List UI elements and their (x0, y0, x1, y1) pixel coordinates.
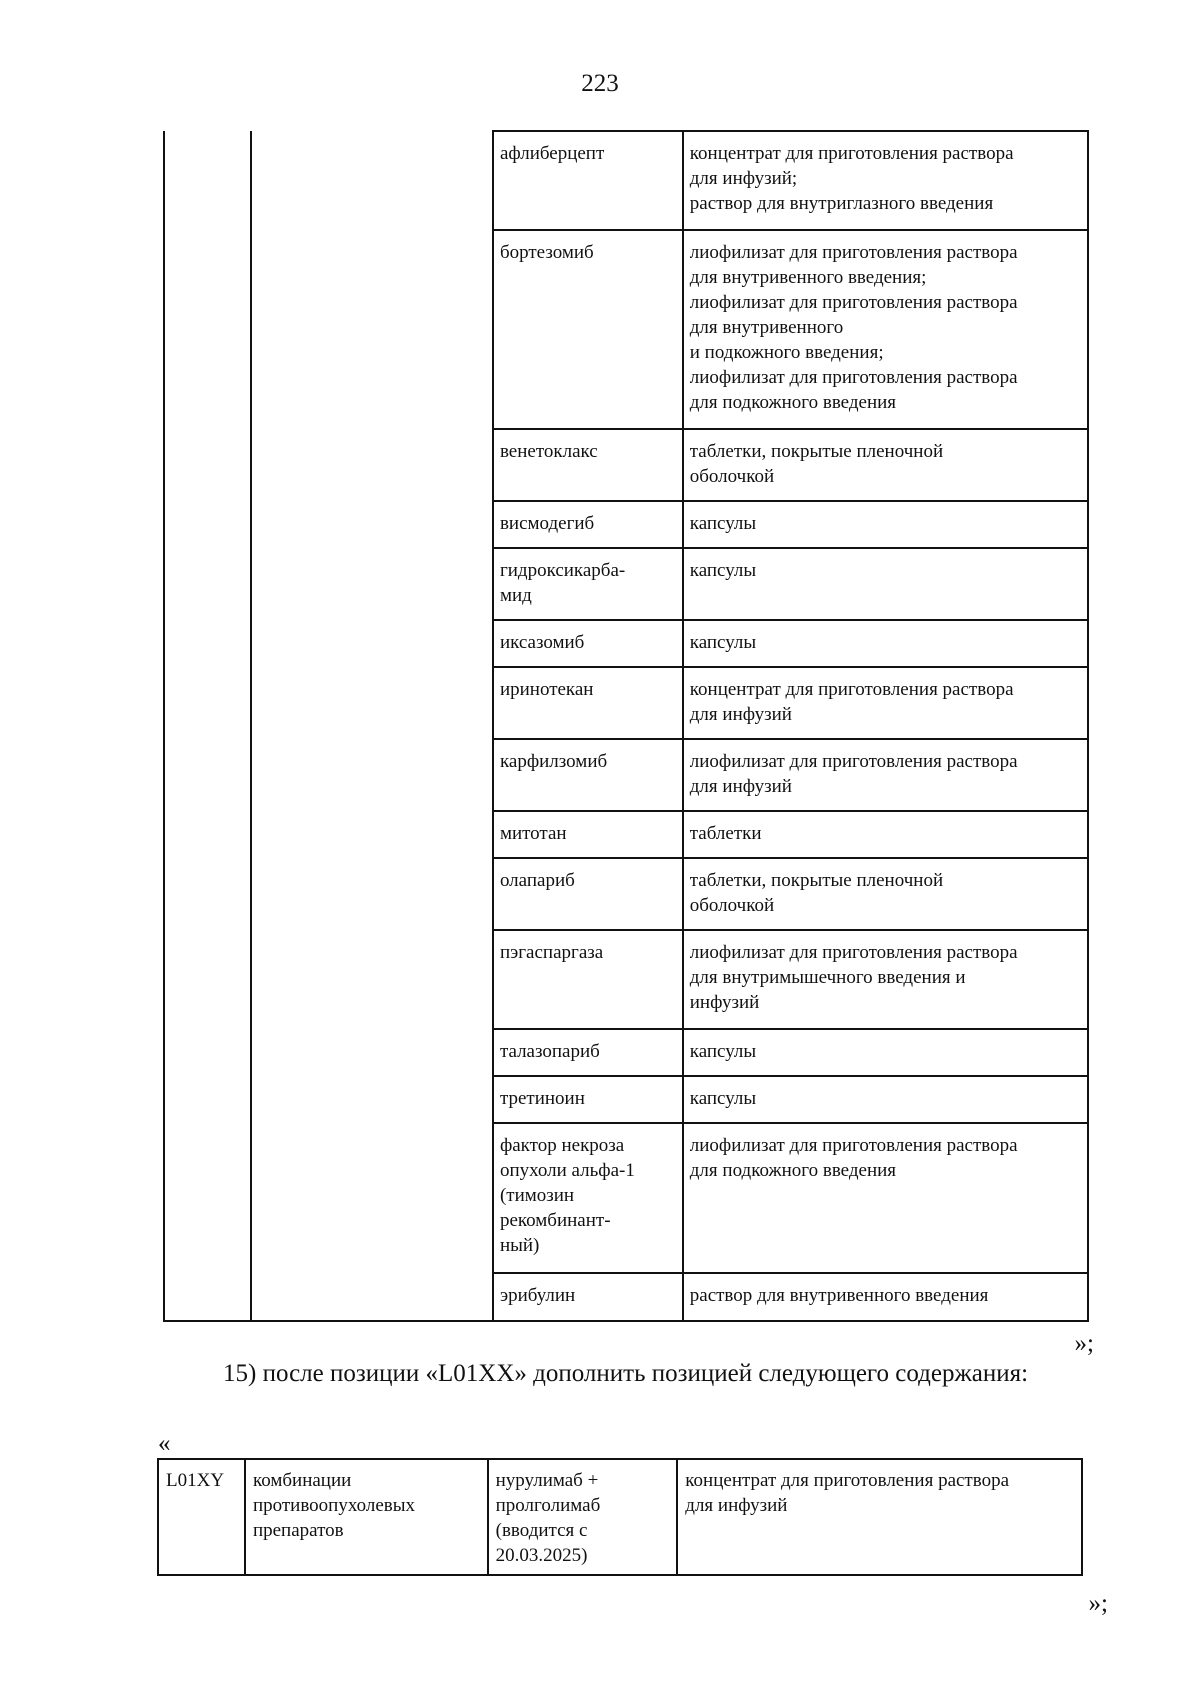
drug-cell: висмодегиб (493, 501, 683, 548)
empty-group-cell (251, 858, 493, 930)
table-row (164, 1076, 1088, 1123)
empty-group-cell (251, 811, 493, 858)
form-cell: капсулы (683, 501, 1088, 548)
drug-cell: митотан (493, 811, 683, 858)
drug-cell: олапариб (493, 858, 683, 930)
form-cell: капсулы (683, 1076, 1088, 1123)
amendment-paragraph (163, 1357, 1111, 1391)
table-row (164, 1273, 1088, 1321)
form-cell: концентрат для приготовления раствора для инфузий (677, 1459, 1082, 1575)
closing-quote: »; (1088, 1590, 1108, 1617)
table-row (164, 429, 1088, 501)
drug-table (163, 130, 1089, 1322)
form-cell: раствор для внутривенного введения (683, 1273, 1088, 1321)
table-row (158, 1459, 1082, 1575)
drug-cell: талазопариб (493, 1029, 683, 1076)
empty-code-cell (164, 667, 251, 739)
empty-group-cell (251, 1076, 493, 1123)
form-cell: таблетки, покрытые пленочной оболочкой (683, 858, 1088, 930)
table-row (164, 739, 1088, 811)
closing-quote: »; (1074, 1330, 1094, 1357)
empty-code-cell (164, 501, 251, 548)
drug-cell: иринотекан (493, 667, 683, 739)
table-row (164, 667, 1088, 739)
group-cell: комбинации противоопухолевых препаратов (245, 1459, 488, 1575)
table-row (164, 230, 1088, 429)
form-cell: таблетки, покрытые пленочной оболочкой (683, 429, 1088, 501)
form-cell: капсулы (683, 620, 1088, 667)
empty-group-cell (251, 131, 493, 230)
form-cell: капсулы (683, 548, 1088, 620)
table-row (164, 1123, 1088, 1273)
drug-cell: пэгаспаргаза (493, 930, 683, 1029)
table-row (164, 930, 1088, 1029)
empty-code-cell (164, 739, 251, 811)
drug-cell: иксазомиб (493, 620, 683, 667)
empty-code-cell (164, 620, 251, 667)
table-row (164, 1029, 1088, 1076)
form-cell: таблетки (683, 811, 1088, 858)
empty-code-cell (164, 548, 251, 620)
empty-code-cell (164, 930, 251, 1029)
empty-group-cell (251, 930, 493, 1029)
drug-cell: третиноин (493, 1076, 683, 1123)
empty-group-cell (251, 667, 493, 739)
empty-code-cell (164, 131, 251, 230)
form-cell: лиофилизат для приготовления раствора для внутривенного введения; лиофилизат для приготовления раствора для внутривенного и подкожного введения; лиофилизат для приготовления раствора для подкожного введения (683, 230, 1088, 429)
drug-cell: эрибулин (493, 1273, 683, 1321)
form-cell: лиофилизат для приготовления раствора для внутримышечного введения и инфузий (683, 930, 1088, 1029)
drug-cell: карфилзомиб (493, 739, 683, 811)
form-cell: лиофилизат для приготовления раствора для подкожного введения (683, 1123, 1088, 1273)
empty-code-cell (164, 1029, 251, 1076)
empty-group-cell (251, 1273, 493, 1321)
atc-code-cell: L01XY (158, 1459, 245, 1575)
drug-cell: афлиберцепт (493, 131, 683, 230)
table-row (164, 620, 1088, 667)
drug-cell: фактор некроза опухоли альфа-1 (тимозин рекомбинант- ный) (493, 1123, 683, 1273)
empty-group-cell (251, 429, 493, 501)
drug-cell: венетоклакс (493, 429, 683, 501)
table-row (164, 131, 1088, 230)
empty-code-cell (164, 1273, 251, 1321)
drug-cell: бортезомиб (493, 230, 683, 429)
table-row (164, 548, 1088, 620)
empty-code-cell (164, 230, 251, 429)
drug-cell: нурулимаб + пролголимаб (вводится с 20.03.2025) (488, 1459, 678, 1575)
form-cell: концентрат для приготовления раствора для инфузий (683, 667, 1088, 739)
empty-group-cell (251, 230, 493, 429)
empty-code-cell (164, 811, 251, 858)
page-number: 223 (581, 70, 619, 97)
empty-group-cell (251, 739, 493, 811)
amendment-text: 15) после позиции «L01XX» дополнить позицией следующего содержания: (223, 1360, 1029, 1387)
empty-code-cell (164, 1076, 251, 1123)
empty-code-cell (164, 858, 251, 930)
opening-quote: « (158, 1430, 171, 1457)
empty-group-cell (251, 620, 493, 667)
empty-code-cell (164, 429, 251, 501)
empty-group-cell (251, 548, 493, 620)
form-cell: капсулы (683, 1029, 1088, 1076)
empty-code-cell (164, 1123, 251, 1273)
empty-group-cell (251, 501, 493, 548)
inserted-position-table (157, 1458, 1083, 1576)
table-row (164, 501, 1088, 548)
form-cell: лиофилизат для приготовления раствора для инфузий (683, 739, 1088, 811)
empty-group-cell (251, 1029, 493, 1076)
empty-group-cell (251, 1123, 493, 1273)
form-cell: концентрат для приготовления раствора для инфузий; раствор для внутриглазного введения (683, 131, 1088, 230)
table-row (164, 811, 1088, 858)
table-row (164, 858, 1088, 930)
drug-cell: гидроксикарба- мид (493, 548, 683, 620)
